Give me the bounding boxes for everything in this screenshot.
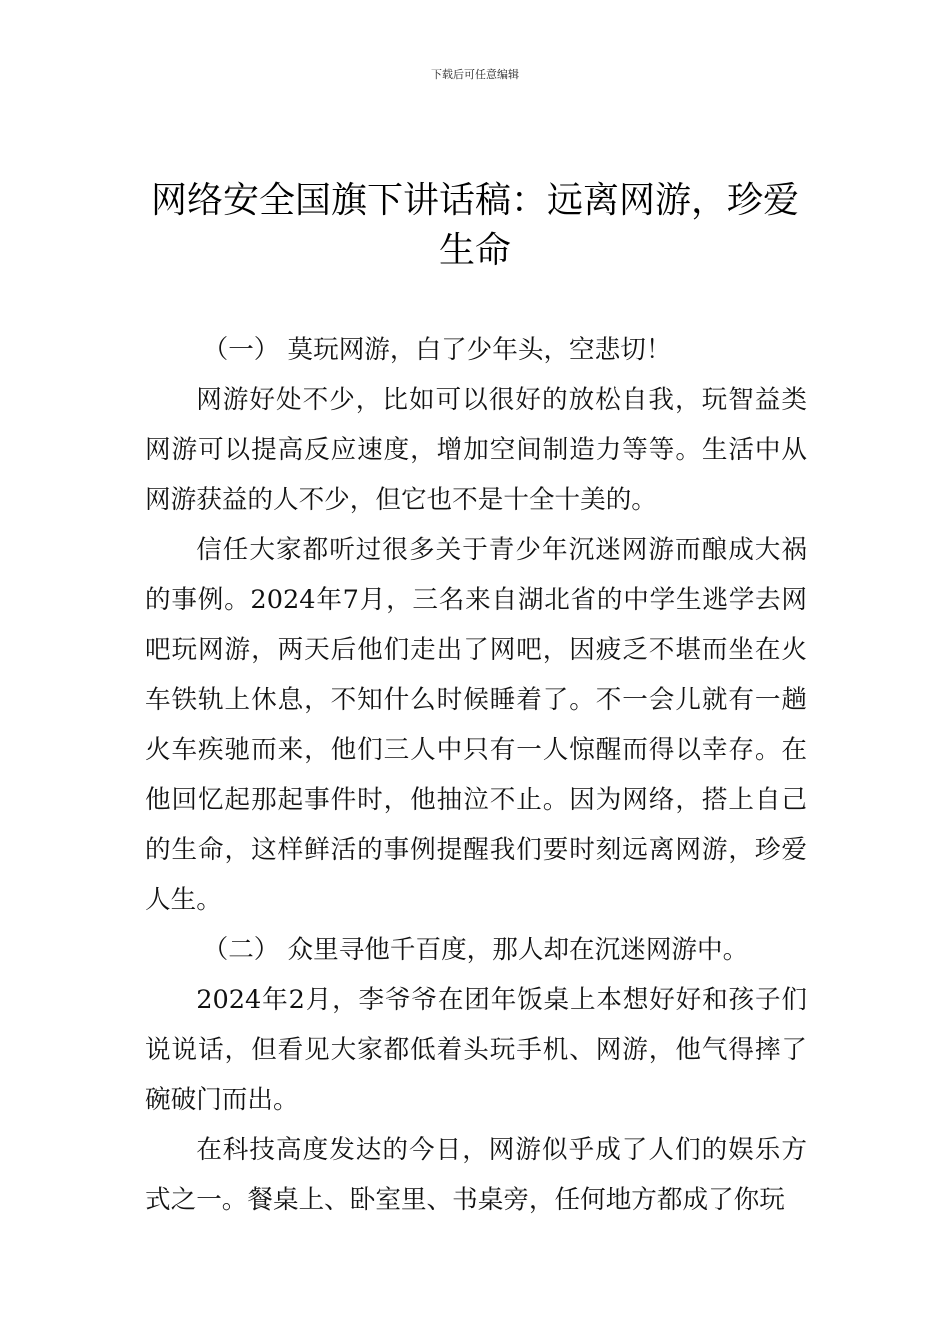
paragraph: 网游好处不少，比如可以很好的放松自我，玩智益类网游可以提高反应速度，增加空间制造力等等。生活中从网游获益的人不少，但它也不是十全十美的。 [145, 385, 807, 515]
paragraph: 信任大家都听过很多关于青少年沉迷网游而酿成大祸的事例。2024年7月，三名来自湖北省的中学生逃学去网吧玩网游，两天后他们走出了网吧，因疲乏不堪而坐在火车铁轨上休息，不知什么时候睡着了。不一会儿就有一趟火车疾驰而来，他们三人中只有一人惊醒而得以幸存。在他回忆起那起事件时，他抽泣不止。因为网络，搭上自己的生命，这样鲜活的事例提醒我们要时刻远离网游，珍爱人生。 [145, 535, 807, 915]
section-heading-1: （一） 莫玩网游，白了少年头，空悲切！ [202, 335, 672, 365]
document-title: 网络安全国旗下讲话稿：远离网游，珍爱生命 [150, 180, 799, 271]
document-body [145, 325, 807, 1225]
header-note: 下载后可任意编辑 [431, 68, 519, 81]
section-heading-2: （二） 众里寻他千百度，那人却在沉迷网游中。 [202, 935, 749, 965]
paragraph: 在科技高度发达的今日，网游似乎成了人们的娱乐方式之一。餐桌上、卧室里、书桌旁，任何地方都成了你玩 [145, 1135, 807, 1215]
paragraph: 2024年2月，李爷爷在团年饭桌上本想好好和孩子们说说话，但看见大家都低着头玩手机、网游，他气得摔了碗破门而出。 [145, 985, 807, 1115]
